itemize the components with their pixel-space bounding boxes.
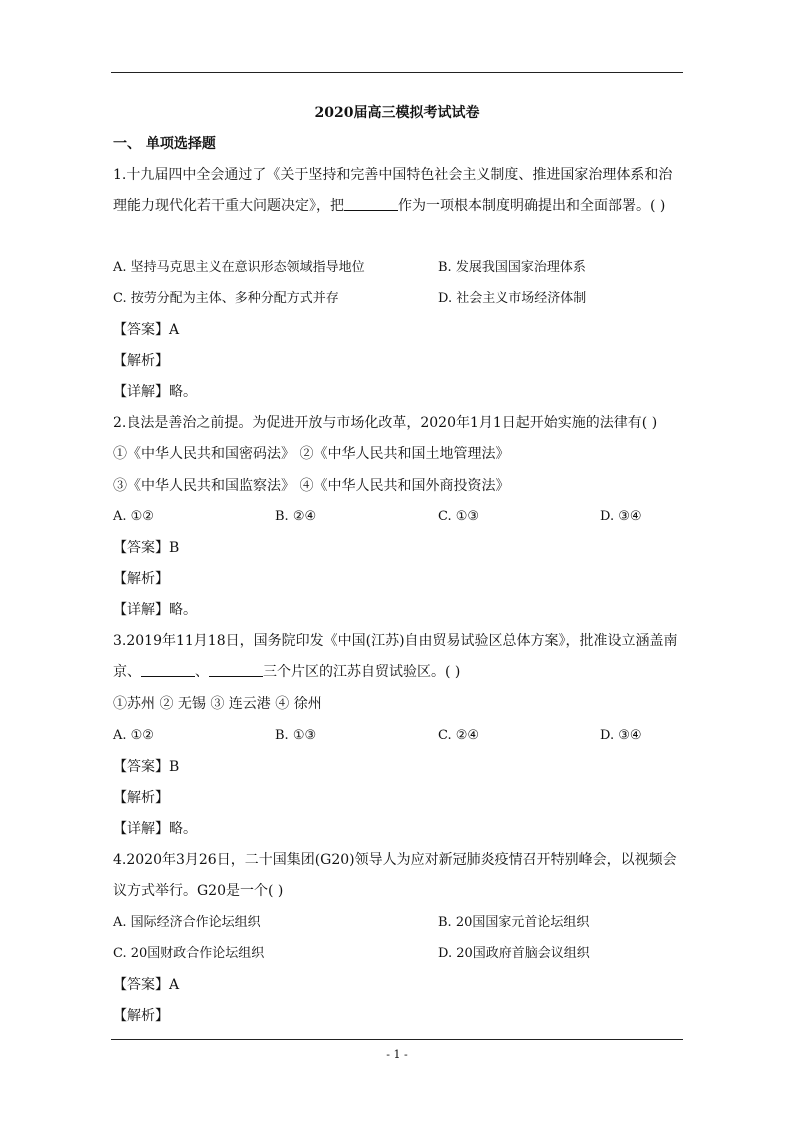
q4-option-c: C. 20国财政合作论坛组织 bbox=[113, 946, 265, 961]
q2-option-c: C. ①③ bbox=[438, 509, 480, 524]
q3-option-d: D. ③④ bbox=[600, 728, 642, 743]
question-2-stem: 2.良法是善治之前提。为促进开放与市场化改革，2020年1月1日起开始实施的法律有( ) bbox=[113, 415, 658, 431]
q3-option-b: B. ①③ bbox=[275, 728, 317, 743]
q2-analysis: 【解析】 bbox=[113, 571, 169, 587]
page-number: - 1 - bbox=[386, 1048, 408, 1061]
question-4-stem: 4.2020年3月26日，二十国集团(G20)领导人为应对新冠肺炎疫情召开特别峰会，以视频会议方式举行。G20是一个( ) bbox=[113, 852, 677, 899]
q1-option-c: C. 按劳分配为主体、多种分配方式并存 bbox=[113, 291, 339, 306]
q4-answer: 【答案】A bbox=[113, 977, 180, 993]
q1-analysis: 【解析】 bbox=[113, 353, 169, 369]
q3-option-a: A. ①② bbox=[113, 728, 154, 743]
q2-items-line-2: ③《中华人民共和国监察法》 ④《中华人民共和国外商投资法》 bbox=[113, 478, 510, 494]
q1-option-a: A. 坚持马克思主义在意识形态领域指导地位 bbox=[113, 260, 365, 275]
q2-option-a: A. ①② bbox=[113, 509, 154, 524]
q2-answer: 【答案】B bbox=[113, 540, 180, 556]
question-1-stem: 1.十九届四中全会通过了《关于坚持和完善中国特色社会主义制度、推进国家治理体系和治理能力现代化若干重大问题决定》，把 作为一项根本制度明确提出和全面部署。( ) bbox=[113, 167, 673, 214]
q1-option-b: B. 发展我国国家治理体系 bbox=[438, 260, 586, 275]
q4-option-a: A. 国际经济合作论坛组织 bbox=[113, 915, 261, 930]
answer-blank bbox=[344, 196, 398, 211]
footer-rule bbox=[111, 1039, 683, 1040]
q4-option-b: B. 20国国家元首论坛组织 bbox=[438, 915, 590, 930]
q4-option-d: D. 20国政府首脑会议组织 bbox=[438, 946, 590, 961]
q2-option-d: D. ③④ bbox=[600, 509, 642, 524]
section-heading: 一、 单项选择题 bbox=[113, 136, 216, 152]
q1-answer: 【答案】A bbox=[113, 322, 180, 338]
q1-option-d: D. 社会主义市场经济体制 bbox=[438, 291, 587, 306]
q3-answer: 【答案】B bbox=[113, 759, 180, 775]
question-3-stem: 3.2019年11月18日，国务院印发《中国(江苏)自由贸易试验区总体方案》，批准设立涵盖南京、 、 三个片区的江苏自贸试验区。( ) bbox=[113, 633, 678, 680]
q2-option-b: B. ②④ bbox=[275, 509, 317, 524]
q3-items: ①苏州 ② 无锡 ③ 连云港 ④ 徐州 bbox=[113, 696, 322, 712]
q3-detail: 【详解】略。 bbox=[113, 821, 197, 837]
answer-blank bbox=[209, 662, 263, 677]
header-rule bbox=[111, 72, 683, 73]
q2-detail: 【详解】略。 bbox=[113, 602, 197, 618]
q4-analysis: 【解析】 bbox=[113, 1008, 169, 1024]
q2-items-line-1: ①《中华人民共和国密码法》 ②《中华人民共和国土地管理法》 bbox=[113, 446, 510, 462]
q3-option-c: C. ②④ bbox=[438, 728, 480, 743]
page-title: 2020届高三模拟考试试卷 bbox=[314, 105, 480, 121]
q1-detail: 【详解】略。 bbox=[113, 384, 197, 400]
q3-analysis: 【解析】 bbox=[113, 790, 169, 806]
answer-blank bbox=[141, 662, 195, 677]
